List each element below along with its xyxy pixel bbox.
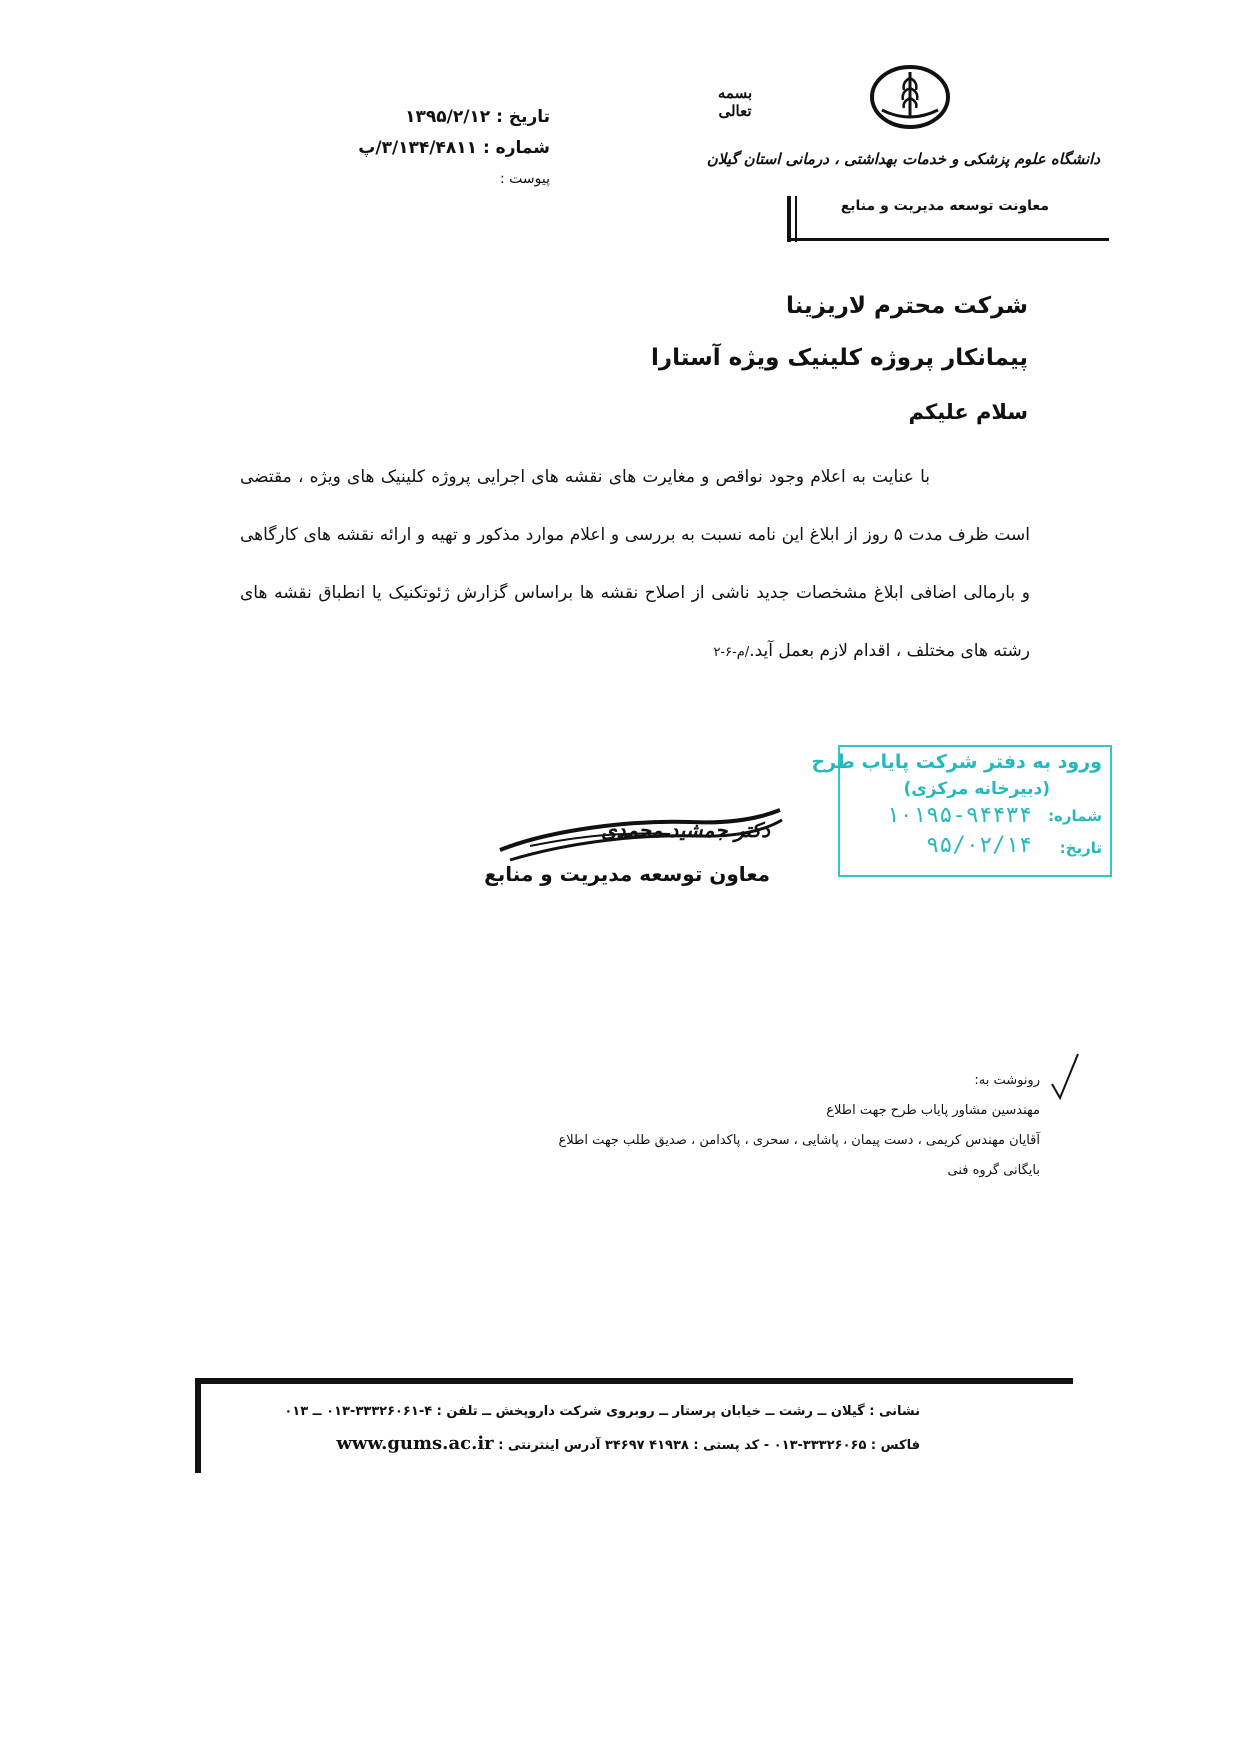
addressee-line-1: شرکت محترم لاریزینا bbox=[785, 293, 1028, 319]
footer-contact bbox=[336, 1428, 920, 1462]
date-value: ۱۳۹۵/۲/۱۲ bbox=[405, 107, 491, 127]
signatory-name: دکتر جمشید محمدی bbox=[600, 818, 770, 842]
checkmark-icon bbox=[1050, 1052, 1080, 1102]
footer-bar-horizontal bbox=[195, 1378, 1073, 1384]
attachment-row bbox=[320, 164, 550, 195]
university-name: دانشگاه علوم پزشکی و خدمات بهداشتی ، درمانی استان گیلان bbox=[706, 150, 1100, 168]
attachment-label: پیوست : bbox=[500, 171, 550, 187]
addressee bbox=[328, 280, 1028, 384]
body-text: با عنایت به اعلام وجود نواقص و مغایرت های نقشه های اجرایی پروژه کلینیک های ویژه ، مقتضی است ظرف مدت ۵ روز از ابلاغ این نامه نسبت به بررسی و اعلام موارد مذکور و تهیه و ارائه نقشه های کارگاهی و بارمالی اضافی ابلاغ مشخصات جدید ناشی از اصلاح نقشه ها براساس گزارش ژئوتکنیک یا انطباق نقشه های رشته های مختلف ، اقدام لازم بعمل آید. bbox=[240, 467, 1030, 661]
letter-body bbox=[240, 448, 1030, 682]
receipt-stamp bbox=[811, 745, 1112, 877]
department-bar-thin bbox=[795, 196, 797, 242]
footer bbox=[284, 1396, 920, 1462]
stamp-number-label: شماره: bbox=[1048, 807, 1102, 825]
greeting: سلام علیکم bbox=[908, 400, 1028, 424]
footer-address: نشانی : گیلان ــ رشت ــ خیابان پرستار ــ روبروی شرکت داروپخش ــ تلفن : ۴-۳۳۳۲۶۰۶۱-۰۱۳ ــ ۰۱۳ bbox=[284, 1404, 920, 1419]
department-bar bbox=[787, 196, 791, 242]
stamp-line-1: ورود به دفتر شرکت پایاب طرح bbox=[811, 751, 1102, 773]
footer-bar-vertical bbox=[195, 1378, 201, 1473]
cc-line-2: آقایان مهندس کریمی ، دست پیمان ، پاشایی ، سحری ، پاکدامن ، صدیق طلب جهت اطلاع bbox=[558, 1133, 1040, 1148]
department-box bbox=[787, 196, 1109, 238]
stamp-date-label: تاریخ: bbox=[1059, 839, 1102, 857]
signatory-title: معاون توسعه مدیریت و منابع bbox=[484, 862, 770, 886]
addressee-line-2: پیمانکار پروژه کلینیک ویژه آستارا bbox=[650, 345, 1028, 371]
cc-block bbox=[520, 1066, 1040, 1186]
stamp-number-value: ۱۰۱۹۵-۹۴۴۳۴ bbox=[886, 803, 1032, 828]
footer-website: www.gums.ac.ir bbox=[336, 1433, 494, 1454]
date-label: تاریخ : bbox=[496, 107, 550, 127]
stamp-date-value: ۹۵/۰۲/۱۴ bbox=[926, 833, 1032, 858]
bismillah: بسمه تعالی bbox=[717, 84, 753, 120]
number-label: شماره : bbox=[482, 138, 550, 158]
cc-line-3: بایگانی گروه فنی bbox=[947, 1163, 1040, 1178]
number-row bbox=[320, 133, 550, 164]
footer-fax: فاکس : ۳۳۳۲۶۰۶۵-۰۱۳ - کد پستی : ۴۱۹۳۸ ۳۴۶۹۷ آدرس اینترنتی : bbox=[498, 1438, 920, 1453]
cc-heading: رونوشت به: bbox=[974, 1073, 1040, 1088]
body-reference: /م-۶-۲ bbox=[713, 645, 750, 660]
department-name: معاونت توسعه مدیریت و منابع bbox=[840, 198, 1049, 214]
cc-line-1: مهندسین مشاور پایاب طرح جهت اطلاع bbox=[826, 1103, 1040, 1118]
stamp-line-2: (دبیرخانه مرکزی) bbox=[903, 779, 1050, 799]
number-value: ۳/۱۳۴/۴۸۱۱/پ bbox=[358, 138, 478, 158]
university-logo-icon bbox=[868, 64, 952, 130]
department-underline bbox=[787, 238, 1109, 241]
date-row bbox=[320, 102, 550, 133]
letter-meta bbox=[320, 102, 550, 195]
